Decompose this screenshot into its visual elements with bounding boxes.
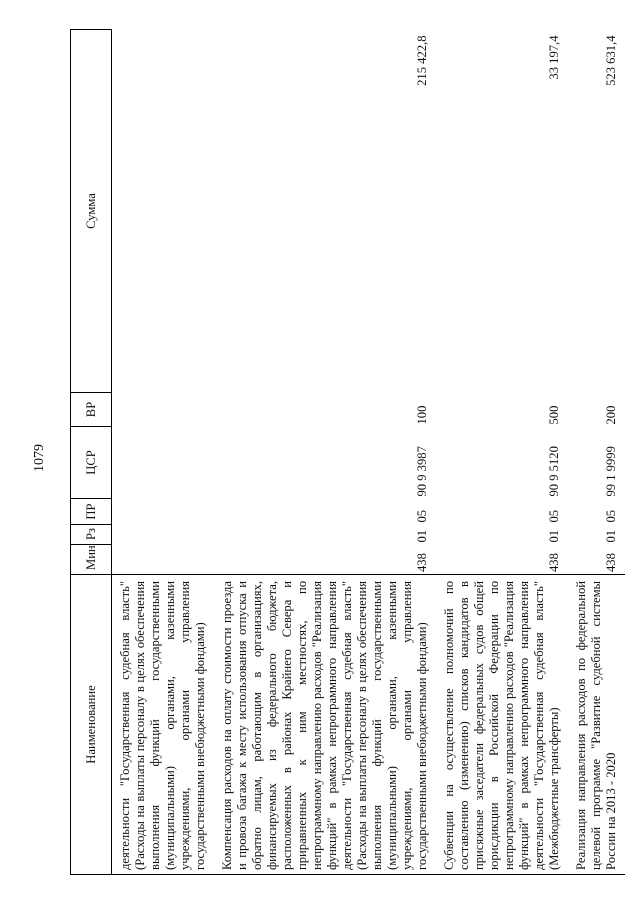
row-name: Реализация направления расходов по федеральной целевой программе "Развитие судебной системы России на 2013 - 2020 bbox=[568, 575, 625, 875]
budget-table-rotated bbox=[70, 30, 618, 875]
row-sum: 33 197,4 bbox=[547, 35, 561, 80]
row-min: 438 bbox=[547, 553, 561, 572]
row-rz: 01 bbox=[547, 529, 561, 543]
row-name: Компенсация расходов на оплату стоимости проезда и провоза багажа к месту использования отпуска и обратно лицам, работающим в организациях, финансируемых из федерального бюджета, расположенных в районах Крайнего Севера и приравненных к ним местностях, по непрограммному направлению расходов "Реализация функций" в рамках непрограммного направления деятельности "Государственная судебная власть" (Расходы на выплаты персоналу в целях обеспечения выполнения функций государственными (муниципальными) органами, казенными учреждениями, органами управления государственными внебюджетными фондами) bbox=[214, 575, 436, 875]
table-header-row bbox=[71, 30, 112, 875]
row-vr: 200 bbox=[604, 405, 618, 425]
header-name: Наименование bbox=[71, 575, 112, 875]
header-min: Мин bbox=[71, 545, 112, 575]
row-vr: 500 bbox=[547, 405, 561, 425]
row-sum: 215 422,8 bbox=[415, 35, 429, 86]
header-sum: Сумма bbox=[71, 30, 112, 393]
row-vr: 100 bbox=[415, 405, 429, 425]
table-row bbox=[214, 30, 436, 875]
row-pr: 05 bbox=[415, 509, 429, 523]
row-pr bbox=[112, 499, 215, 525]
budget-table bbox=[70, 29, 625, 875]
header-pr: ПР bbox=[71, 499, 112, 525]
table-row bbox=[112, 30, 215, 875]
row-pr: 05 bbox=[604, 509, 618, 523]
row-rz: 01 bbox=[415, 529, 429, 543]
row-csr: 90 9 5120 bbox=[547, 446, 561, 497]
page-number: 1079 bbox=[32, 444, 47, 472]
row-rz: 01 bbox=[604, 529, 618, 543]
table-row bbox=[568, 30, 625, 875]
row-csr bbox=[112, 427, 215, 499]
row-min bbox=[112, 545, 215, 575]
row-min: 438 bbox=[415, 553, 429, 572]
table-row bbox=[436, 30, 568, 875]
row-csr: 90 9 3987 bbox=[415, 446, 429, 497]
header-csr: ЦСР bbox=[71, 427, 112, 499]
row-name: Субвенции на осуществление полномочий по составлению (изменению) списков кандидатов в присяжные заседатели федеральных судов общей юрисдикции в Российской Федерации по непрограммному направлению расходов "Реализация функций" в рамках непрограммного направления деятельности "Государственная судебная власть" (Межбюджетные трансферты) bbox=[436, 575, 568, 875]
row-csr: 99 1 9999 bbox=[604, 446, 618, 497]
row-rz bbox=[112, 525, 215, 545]
header-rz: Рз bbox=[71, 525, 112, 545]
row-pr: 05 bbox=[547, 509, 561, 523]
row-min: 438 bbox=[604, 553, 618, 572]
row-vr bbox=[112, 393, 215, 427]
row-sum: 523 631,4 bbox=[604, 35, 618, 86]
row-name: деятельности "Государственная судебная власть" (Расходы на выплаты персоналу в целях обеспечения выполнения функций государственными (муниципальными) органами, казенными учреждениями, органами управления государственными внебюджетными фондами) bbox=[112, 575, 215, 875]
row-sum bbox=[112, 30, 215, 393]
header-vr: ВР bbox=[71, 393, 112, 427]
